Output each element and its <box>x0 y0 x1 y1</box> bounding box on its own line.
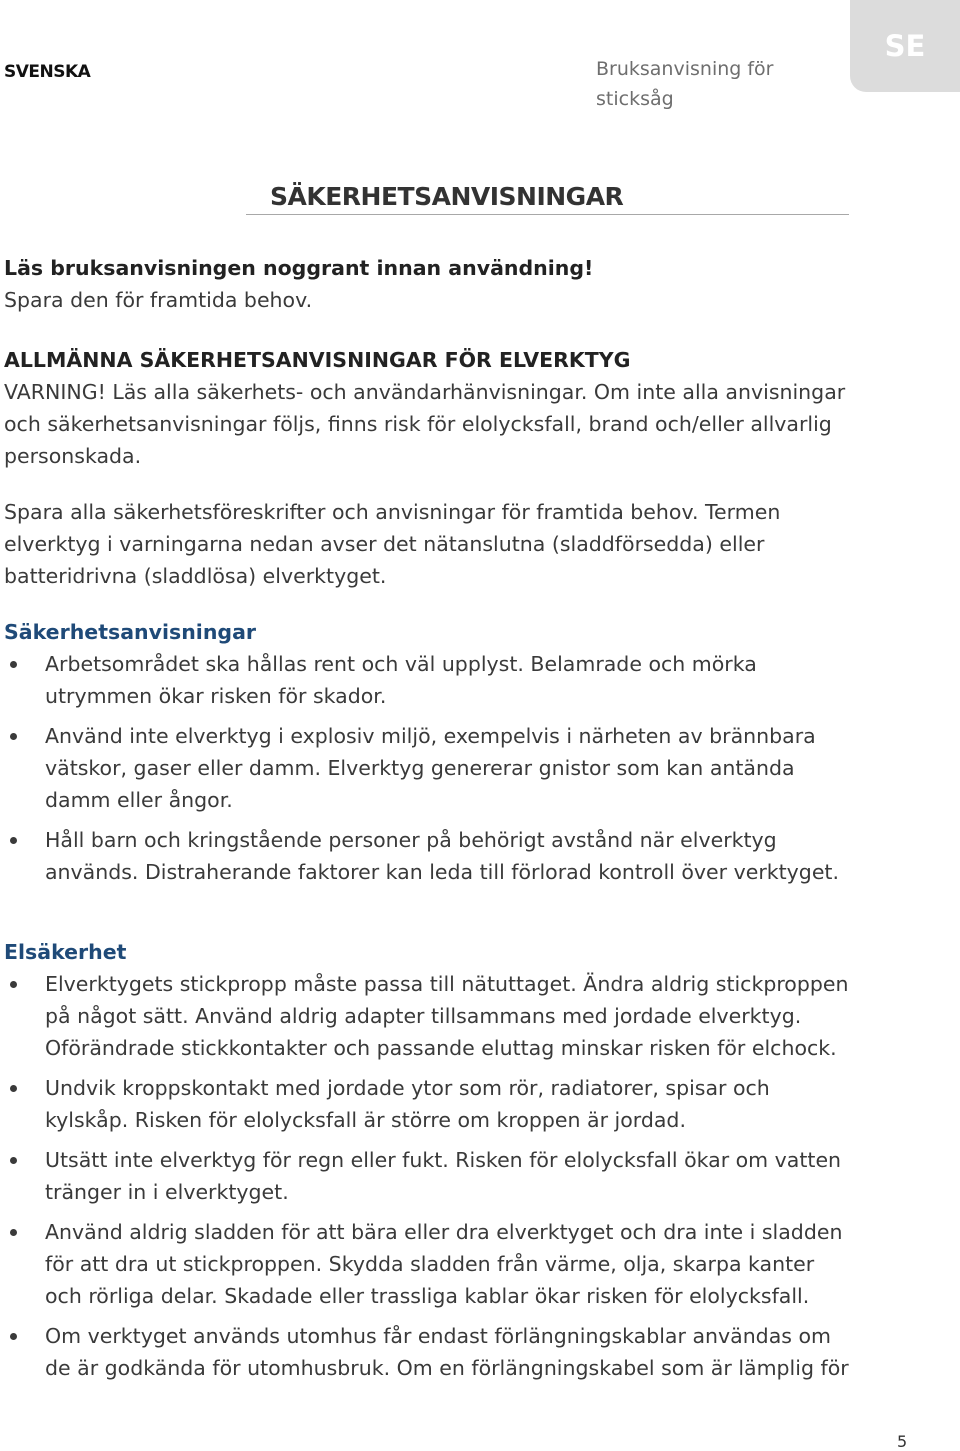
list-item <box>4 1216 854 1312</box>
list-item-text: Undvik kroppskontakt med jordade ytor som rör, radiatorer, spisar och kylskåp. Risken för elolycksfall är större om kroppen är jordad. <box>45 1076 770 1132</box>
list-item <box>4 1320 854 1384</box>
page-heading: SÄKERHETSANVISNINGAR <box>270 182 624 211</box>
bullet-icon <box>10 733 17 740</box>
list-item-text: Om verktyget används utomhus får endast förlängningskablar användas om de är godkända för utomhusbruk. Om en förlängningskabel som är lämplig för <box>45 1324 849 1380</box>
list-item-text: Håll barn och kringstående personer på behörigt avstånd när elverktyg används. Distraherande faktorer kan leda till förlorad kontroll över verktyget. <box>45 828 839 884</box>
list-item <box>4 648 854 712</box>
document-title: Bruksanvisning för sticksåg <box>596 58 774 110</box>
intro-line-2: Spara den för framtida behov. <box>4 288 313 312</box>
general-safety-title: ALLMÄNNA SÄKERHETSANVISNINGAR FÖR ELVERKTYG <box>4 348 631 372</box>
list-item <box>4 1072 854 1136</box>
electrical-section-title: Elsäkerhet <box>4 940 127 964</box>
heading-divider <box>246 214 849 215</box>
list-item-text: Använd inte elverktyg i explosiv miljö, exempelvis i närheten av brännbara vätskor, gaser eller damm. Elverktyg genererar gnistor som kan antända damm eller ångor. <box>45 724 816 812</box>
language-tab: SE <box>850 0 960 92</box>
list-item-text: Utsätt inte elverktyg för regn eller fukt. Risken för elolycksfall ökar om vatten tränger in i elverktyget. <box>45 1148 842 1204</box>
safety-section-title: Säkerhetsanvisningar <box>4 620 257 644</box>
bullet-icon <box>10 1229 17 1236</box>
list-item <box>4 968 854 1064</box>
list-item-text: Elverktygets stickpropp måste passa till nätuttaget. Ändra aldrig stickproppen på något sätt. Använd aldrig adapter tillsammans med jordade elverktyg. Oförändrade stickkontakter och passande eluttag minskar risken för elchock. <box>45 972 849 1060</box>
list-item <box>4 1144 854 1208</box>
save-instructions-paragraph: Spara alla säkerhetsföreskrifter och anvisningar för framtida behov. Termen elverktyg i varningarna nedan avser det nätanslutna (sladdförsedda) eller batteridrivna (sladdlösa) elverktyget. <box>4 500 781 588</box>
main-content <box>4 252 854 1392</box>
list-item <box>4 824 854 888</box>
list-item <box>4 720 854 816</box>
page-number: 5 <box>897 1432 908 1451</box>
language-label: SVENSKA <box>4 62 91 82</box>
bullet-icon <box>10 1157 17 1164</box>
bullet-icon <box>10 661 17 668</box>
electrical-list <box>4 968 854 1384</box>
list-item-text: Använd aldrig sladden för att bära eller dra elverktyget och dra inte i sladden för att dra ut stickproppen. Skydda sladden från värme, olja, skarpa kanter och rörliga delar. Skadade eller trassliga kablar ökar risken för elolycksfall. <box>45 1220 843 1308</box>
bullet-icon <box>10 1085 17 1092</box>
bullet-icon <box>10 981 17 988</box>
general-warning-paragraph: VARNING! Läs alla säkerhets- och användarhänvisningar. Om inte alla anvisningar och säkerhetsanvisningar följs, finns risk för elolycksfall, brand och/eller allvarlig personskada. <box>4 380 846 468</box>
list-item-text: Arbetsområdet ska hållas rent och väl upplyst. Belamrade och mörka utrymmen ökar risken för skador. <box>45 652 757 708</box>
bullet-icon <box>10 1333 17 1340</box>
intro-line-1: Läs bruksanvisningen noggrant innan användning! <box>4 256 594 280</box>
bullet-icon <box>10 837 17 844</box>
safety-list <box>4 648 854 888</box>
